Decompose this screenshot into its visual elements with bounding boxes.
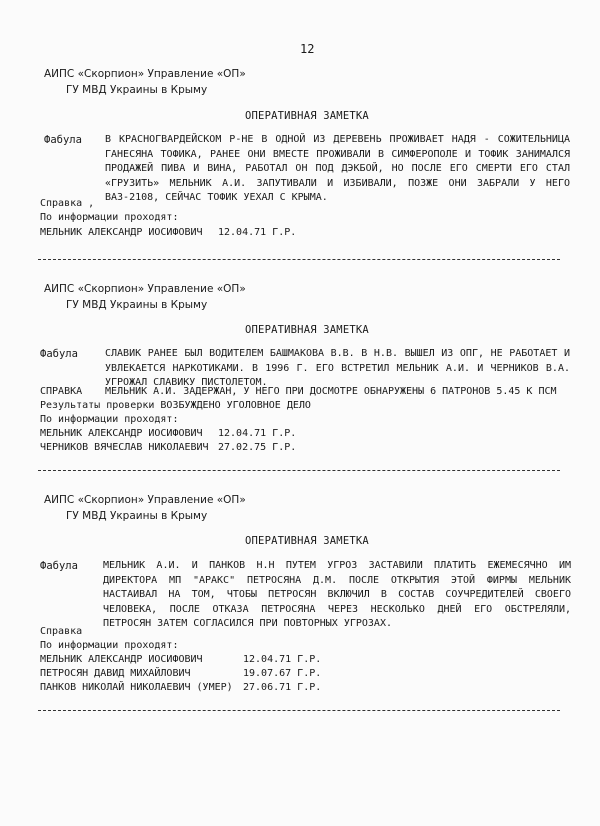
department-header: ГУ МВД Украины в Крыму — [66, 510, 208, 522]
separator-line — [38, 710, 560, 711]
fabula-label: Фабула — [40, 348, 78, 360]
fabula-text: В КРАСНОГВАРДЕЙСКОМ Р-НЕ В ОДНОЙ ИЗ ДЕРЕВЕНЬ ПРОЖИВАЕТ НАДЯ - СОЖИТЕЛЬНИЦА ГАНЕСЯНА ТОФИКА, РАНЕЕ ОНИ ВМЕСТЕ ПРОЖИВАЛИ В СИМФЕРОПОЛЕ И ТОФИК ЗАНИМАЛСЯ ПРОДАЖЕЙ ПИВА И ВИНА, РАБОТАЛ ОН ПОД ДЭКБОЙ, НО ПОСЛЕ ЕГО СМЕРТИ ЕГО СТАЛ «ГРУЗИТЬ» МЕЛЬНИК А.И. ЗАПУТИВАЛИ И ИЗБИВАЛИ, ПОЗЖЕ ОНИ ЗАБРАЛИ У НЕГО ВАЗ-2108, СЕЙЧАС ТОФИК УЕХАЛ С КРЫМА. — [105, 134, 570, 203]
person-name: МЕЛЬНИК АЛЕКСАНДР ИОСИФОВИЧ — [40, 227, 203, 238]
fabula-text: СЛАВИК РАНЕЕ БЫЛ ВОДИТЕЛЕМ БАШМАКОВА В.В. В Н.В. ВЫШЕЛ ИЗ ОПГ, НЕ РАБОТАЕТ И УВЛЕКАЕТСЯ НАРКОТИКАМИ. В 1996 Г. ЕГО ВСТРЕТИЛ МЕЛЬНИК А.И. И ЧЕРНИКОВ В.А. УГРОЖАЛ СЛАВИКУ ПИСТОЛЕТОМ. — [105, 348, 570, 388]
fabula-text: МЕЛЬНИК А.И. И ПАНКОВ Н.Н ПУТЕМ УГРОЗ ЗАСТАВИЛИ ПЛАТИТЬ ЕЖЕМЕСЯЧНО ИМ ДИРЕКТОРА МП "АРАКС" ПЕТРОСЯНА Д.М. ПОСЛЕ ОТКРЫТИЯ ЭТОЙ ФИРМЫ МЕЛЬНИК НАСТАИВАЛ НА ТОМ, ЧТОБЫ ПЕТРОСЯН ВКЛЮЧИЛ В СОСТАВ СОУЧРЕДИТЕЛЕЙ СВОЕГО ЧЕЛОВЕКА, ПОСЛЕ ОТКАЗА ПЕТРОСЯНА ЧЕРЕЗ НЕСКОЛЬКО ДНЕЙ ЕГО ОБСТРЕЛЯЛИ, ПЕТРОСЯН ЗАТЕМ СОГЛАСИЛСЯ ПРИ ПОВТОРНЫХ УГРОЗАХ. — [103, 560, 571, 629]
system-header: АИПС «Скорпион» Управление «ОП» — [44, 494, 246, 506]
person-birth: 12.04.71 Г.Р. — [243, 654, 322, 665]
separator-line — [38, 470, 560, 471]
person-birth: 19.07.67 Г.Р. — [243, 668, 322, 679]
department-header: ГУ МВД Украины в Крыму — [66, 299, 208, 311]
spravka-line: Справка , — [40, 198, 95, 209]
system-header: АИПС «Скорпион» Управление «ОП» — [44, 283, 246, 295]
person-birth: 12.04.71 Г.Р. — [218, 428, 297, 439]
separator-line — [38, 259, 560, 260]
check-result: Результаты проверки ВОЗБУЖДЕНО УГОЛОВНОЕ ДЕЛО — [40, 400, 311, 411]
person-name: МЕЛЬНИК АЛЕКСАНДР ИОСИФОВИЧ — [40, 654, 203, 665]
record-title: ОПЕРАТИВНАЯ ЗАМЕТКА — [245, 110, 369, 122]
page-number: 12 — [300, 42, 315, 56]
record-title: ОПЕРАТИВНАЯ ЗАМЕТКА — [245, 324, 369, 336]
info-label: По информации проходят: — [40, 640, 179, 651]
person-name: ПАНКОВ НИКОЛАЙ НИКОЛАЕВИЧ (УМЕР) — [40, 682, 233, 693]
fabula-label: Фабула — [40, 560, 78, 572]
info-label: По информации проходят: — [40, 414, 179, 425]
spravka-label: СПРАВКА — [40, 386, 83, 397]
person-name: ЧЕРНИКОВ ВЯЧЕСЛАВ НИКОЛАЕВИЧ — [40, 442, 209, 453]
spravka-text: МЕЛЬНИК А.И. ЗАДЕРЖАН, У НЕГО ПРИ ДОСМОТРЕ ОБНАРУЖЕНЫ 6 ПАТРОНОВ 5.45 К ПСМ — [105, 386, 557, 397]
person-birth: 27.06.71 Г.Р. — [243, 682, 322, 693]
system-header: АИПС «Скорпион» Управление «ОП» — [44, 68, 246, 80]
person-name: МЕЛЬНИК АЛЕКСАНДР ИОСИФОВИЧ — [40, 428, 203, 439]
spravka-line: Справка — [40, 626, 83, 637]
info-label: По информации проходят: — [40, 212, 179, 223]
person-birth: 27.02.75 Г.Р. — [218, 442, 297, 453]
department-header: ГУ МВД Украины в Крыму — [66, 84, 208, 96]
person-birth: 12.04.71 Г.Р. — [218, 227, 297, 238]
fabula-label: Фабула — [44, 134, 82, 146]
record-title: ОПЕРАТИВНАЯ ЗАМЕТКА — [245, 535, 369, 547]
person-name: ПЕТРОСЯН ДАВИД МИХАЙЛОВИЧ — [40, 668, 191, 679]
